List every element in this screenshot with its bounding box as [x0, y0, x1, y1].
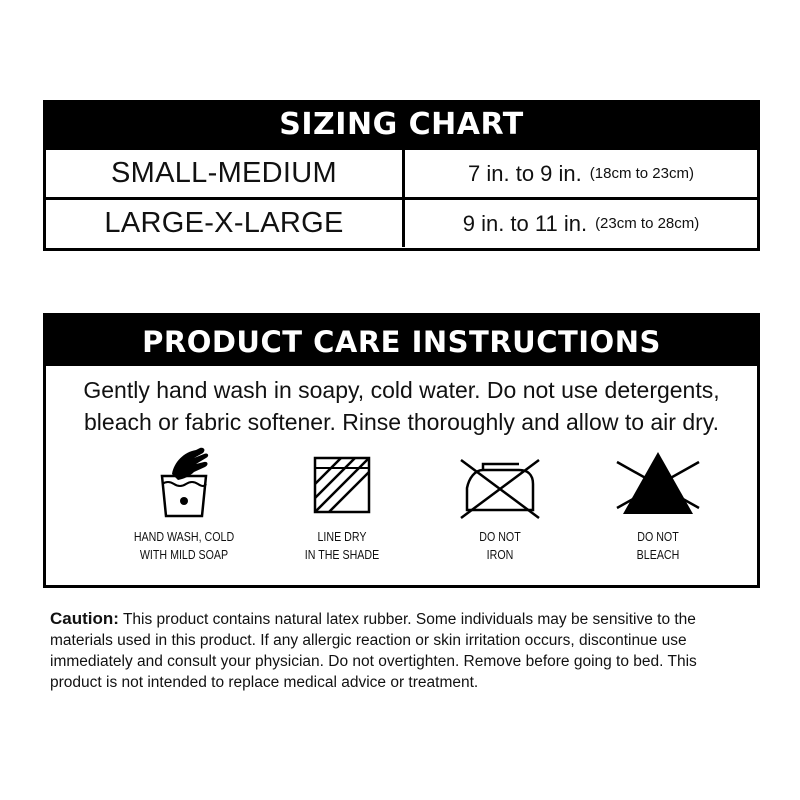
caption-line: BLEACH — [636, 547, 680, 562]
symbol-caption — [439, 528, 562, 564]
care-text-line: Gently hand wash in soapy, cold water. Do not use detergents, — [83, 377, 720, 403]
do-not-bleach-icon — [613, 444, 703, 524]
table-row — [46, 197, 757, 247]
size-range — [405, 200, 757, 247]
caption-line: LINE DRY — [317, 529, 367, 544]
care-symbol — [267, 444, 417, 564]
caution-text: This product contains natural latex rubber. Some individuals may be sensitive to the materials used in this product. If any allergic reaction or skin irritation occurs, discontinue use immediately and consult your physician. Do not overtighten. Remove before going to bed. This product is not intended to replace medical advice or treatment. — [50, 611, 697, 691]
caption-line: IN THE SHADE — [304, 547, 380, 562]
caption-line: WITH MILD SOAP — [139, 547, 229, 562]
symbol-caption — [281, 528, 404, 564]
range-inches: 9 in. to 11 in. — [462, 210, 588, 236]
line-dry-shade-icon — [302, 444, 382, 524]
care-symbol — [583, 444, 733, 564]
symbol-caption — [597, 528, 720, 564]
caution-notice — [50, 608, 750, 693]
size-label: SMALL-MEDIUM — [46, 150, 405, 197]
caption-line: DO NOT — [479, 529, 521, 544]
care-text-line: bleach or fabric softener. Rinse thoroughly and allow to air dry. — [84, 409, 719, 435]
range-cm: (23cm to 28cm) — [595, 215, 700, 232]
sizing-chart — [43, 100, 760, 251]
care-symbol — [109, 444, 259, 564]
do-not-iron-icon — [455, 444, 545, 524]
care-symbols — [46, 444, 757, 584]
size-label: LARGE-X-LARGE — [46, 200, 405, 247]
care-title: PRODUCT CARE INSTRUCTIONS — [46, 316, 757, 366]
sizing-chart-title: SIZING CHART — [46, 103, 757, 147]
caption-line: HAND WASH, COLD — [133, 529, 235, 544]
hand-wash-icon — [144, 444, 224, 524]
symbol-caption — [123, 528, 246, 564]
care-symbol — [425, 444, 575, 564]
care-text — [46, 374, 757, 438]
caption-line: DO NOT — [637, 529, 679, 544]
table-row — [46, 147, 757, 197]
range-inches: 7 in. to 9 in. — [468, 160, 582, 186]
size-range — [405, 150, 757, 197]
caption-line: IRON — [486, 547, 514, 562]
range-cm: (18cm to 23cm) — [589, 165, 694, 182]
caution-label: Caution: — [50, 609, 119, 628]
care-instructions — [43, 313, 760, 588]
